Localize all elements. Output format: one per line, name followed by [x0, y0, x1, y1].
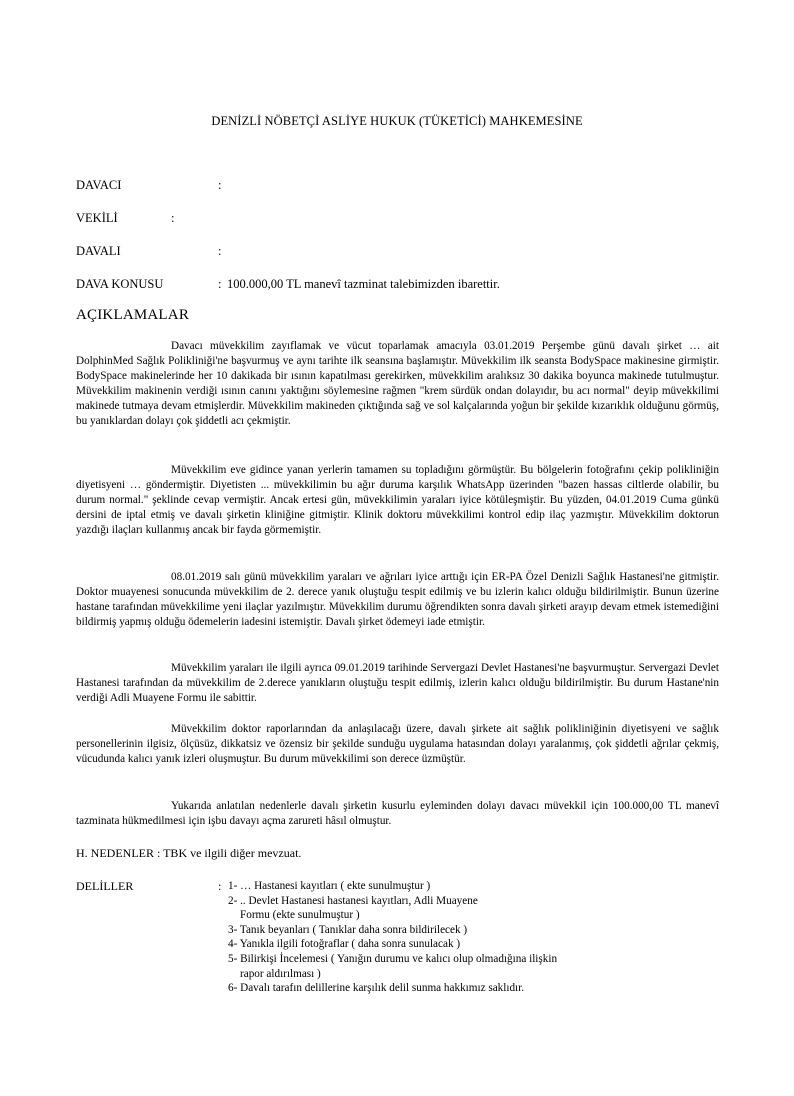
- evidence-item-text: 1- … Hastanesi kayıtları ( ekte sunulmuştur ): [228, 880, 431, 892]
- party-colon: :: [171, 211, 175, 225]
- paragraph: Müvekkilim yaraları ile ilgili ayrıca 09.01.2019 tarihinde Servergazi Devlet Hastanesi'ne başvurmuştur. Servergazi Devlet Hastanesi tarafından da müvekkilim de 2.derece yanıkların oluştuğu tespit edilmiş, izlerin kalıcı olduğu bildirilmiştir. Bu durum Hastane'nin verdiği Adli Muayene Formu ile sabittir.: [76, 662, 719, 704]
- paragraph: Müvekkilim doktor raporlarından da anlaşılacağı üzere, davalı şirkete ait sağlık polikliniğinin diyetisyeni ve sağlık personellerinin ilgisiz, ölçüsüz, dikkatsiz ve özensiz bir şekilde sunduğu uygulama hatasından dolayı yaralanmış, çok şiddetli ağrılar çekmiş, vücudunda kalıcı yanık izleri oluşmuştur. Bu durum müvekkilimi son derece üzmüştür.: [76, 723, 719, 765]
- evidence-item: [228, 879, 658, 894]
- party-colon: :: [218, 277, 222, 291]
- paragraph: Davacı müvekkilim zayıflamak ve vücut toparlamak amacıyla 03.01.2019 Perşembe günü davalı şirket … ait DolphinMed Sağlık Polikliniği'ne başvurmuş ve aynı tarihte ilk seansına başlamıştır. Müvekkilim ilk seansta BodySpace makinesine girmiştir. BodySpace makinelerinde her 10 dakikada bir ısının kapatılması gerekirken, müvekkilim aralıksız 30 dakika boyunca makinede tutulmuştur. Müvekkilim makinenin verdiği ısının canını yaktığını söylemesine rağmen "krem sürdük ondan dolayıdır, bu acı normal" deyip müvekkilimi makinede tutmaya devam etmişlerdir. Müvekkilim makineden çıktığında sağ ve sol kalçalarında yoğun bir şekilde kızarıklık olduğunu görmüş, bu yanıklardan dolayı çok şiddetli acı çekmiştir.: [76, 340, 719, 427]
- evidence-item-text: 6- Davalı tarafın delillerine karşılık delil sunma hakkımız saklıdır.: [228, 982, 525, 995]
- party-label: DAVA KONUSU: [76, 277, 164, 291]
- explanations-heading: AÇIKLAMALAR: [76, 307, 190, 323]
- evidence-item-text: 5- Bilirkişi İncelemesi ( Yanığın durumu ve kalıcı olup olmadığına ilişkin: [228, 952, 558, 965]
- paragraph: Müvekkilim eve gidince yanan yerlerin tamamen su topladığını görmüştür. Bu bölgelerin fotoğrafını çekip polikliniğin diyetisyeni … göndermiştir. Diyetisten ... müvekkilimin bu ağır duruma karşılık WhatsApp üzerinden "bazen hassas ciltlerde olabilir, bu durum normal." şeklinde cevap vermiştir. Ancak ertesi gün, müvekkilimin yaraları iyice kötüleşmiştir. Bu yüzden, 04.01.2019 Cuma günkü dersini de iptal etmiş ve davalı şirketin kliniğine gitmiştir. Klinik doktoru müvekkilimi kontrol edip ilaç yazmıştır. Müvekkilim doktorun yazdığı ilaçları kullanmış ancak bir fayda görmemiştir.: [76, 464, 719, 536]
- party-label: DAVALI: [76, 244, 121, 258]
- evidence-colon: :: [218, 879, 222, 893]
- evidence-item-text: 3- Tanık beyanları ( Tanıklar daha sonra bildirilecek ): [228, 923, 468, 936]
- evidence-label: DELİLLER: [76, 879, 134, 893]
- court-title: DENİZLİ NÖBETÇİ ASLİYE HUKUK (TÜKETİCİ) MAHKEMESİNE: [211, 114, 583, 128]
- evidence-item: [228, 937, 658, 952]
- party-label: VEKİLİ: [76, 211, 118, 225]
- evidence-item: [228, 952, 658, 981]
- evidence-item: [228, 981, 658, 996]
- party-label: DAVACI: [76, 178, 122, 192]
- evidence-item-text: 2- .. Devlet Hastanesi hastanesi kayıtları, Adli Muayene: [228, 894, 478, 907]
- evidence-item: [228, 894, 658, 923]
- party-colon: :: [218, 244, 222, 258]
- paragraph: 08.01.2019 salı günü müvekkilim yaraları ve ağrıları iyice arttığı için ER-PA Özel Denizli Sağlık Hastanesi'ne gitmiştir. Doktor muayenesi sonucunda müvekkilim de 2. derece yanık oluştuğu tespit edilmiş ve bu izlerin kalıcı olduğu bildirilmiştir. Bunun üzerine hastane tarafından müvekkilime yeni ilaçlar yazılmıştır. Müvekkilim durumu öğrendikten sonra davalı şirketi arayıp devam etmek istemediğini bildirmiş yapmış olduğu ödemelerin iadesini istemiştir. Davalı şirket ödemeyi iade etmiştir.: [76, 571, 719, 628]
- evidence-item: [228, 923, 658, 938]
- legal-grounds: H. NEDENLER : TBK ve ilgili diğer mevzuat.: [76, 846, 302, 860]
- party-colon: :: [218, 178, 222, 192]
- party-value: 100.000,00 TL manevî tazminat talebimizden ibarettir.: [227, 277, 500, 291]
- paragraph: Yukarıda anlatılan nedenlerle davalı şirketin kusurlu eyleminden dolayı davacı müvekkil için 100.000,00 TL manevî tazminata hükmedilmesi için işbu davayı açma zarureti hâsıl olmuştur.: [76, 800, 719, 827]
- evidence-list: [228, 879, 658, 996]
- evidence-item-continuation: Formu (ekte sunulmuştur ): [240, 909, 360, 922]
- evidence-item-continuation: rapor aldırılması ): [240, 967, 321, 980]
- evidence-item-text: 4- Yanıkla ilgili fotoğraflar ( daha sonra sunulacak ): [228, 938, 461, 951]
